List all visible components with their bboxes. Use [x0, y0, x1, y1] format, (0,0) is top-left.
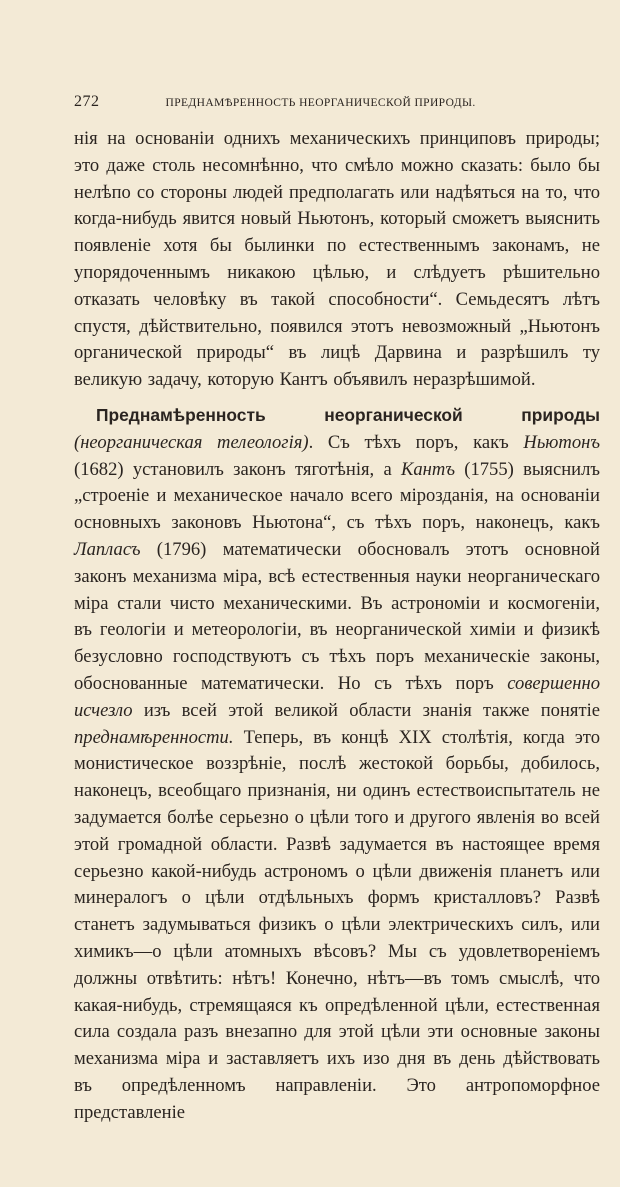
italic-term: преднамѣренности. [74, 726, 234, 748]
italic-name-kant: Кантъ [401, 458, 455, 480]
running-head [74, 93, 524, 113]
text-run: Теперь, въ концѣ XIX столѣтія, когда это монистическое воззрѣніе, послѣ жестокой борьбы, добилось, наконецъ, всеобщаго признанія, ни одинъ естествоиспытатель не задумается болѣе серьезно о цѣли того и другого явленія во всей этой громадной области. Развѣ задумается въ настоящее время серьезно какой-нибудь астрономъ о цѣли движенія планетъ или минералогъ о цѣли отдѣльныхъ формъ кристалловъ? Развѣ станетъ задумываться физикъ о цѣли электрическихъ силъ, или химикъ—о цѣли атомныхъ вѣсовъ? Мы съ удовлетвореніемъ должны отвѣтить: нѣтъ! Конечно, нѣтъ—въ томъ смыслѣ, что какая-нибудь, стремящаяся къ опредѣленной цѣли, естественная сила создала разъ внезапно для этой цѣли эти основные законы механизма міра и заставляетъ ихъ изо дня въ день дѣйствовать въ опредѣленномъ направленіи. Это антропоморфное представленіе [74, 726, 600, 1123]
text-run: (1796) математически обосновалъ этотъ основной законъ механизма міра, всѣ естественныя науки неорганическаго міра стали чисто механическими. Въ астрономіи и космогеніи, въ геологіи и метеорологіи, въ неорганической химіи и физикѣ безусловно господствуютъ съ тѣхъ поръ механическіе законы, обоснованные математически. Но съ тѣхъ поръ [74, 538, 600, 694]
page-number: 272 [74, 93, 100, 110]
section-paragraph [74, 402, 600, 1127]
italic-phrase: совершенно исчезло [74, 672, 600, 721]
text-run: изъ всей этой великой области знанія также понятіе [132, 699, 600, 721]
section-heading: Преднамѣренность неорганической природы [96, 405, 600, 425]
italic-term: (неорганическая телеологія) [74, 431, 309, 453]
text-run: (1755) выяснилъ „строеніе и механическое начало всего мірозданія, на основаніи основныхъ законовъ Ньютона“, съ тѣхъ поръ, наконецъ, какъ [74, 458, 601, 534]
running-title: ПРЕДНАМѢРЕННОСТЬ НЕОРГАНИЧЕСКОЙ ПРИРОДЫ. [165, 97, 476, 109]
paragraph-text: нія на основаніи однихъ механическихъ принциповъ природы; это даже столь несомнѣнно, что смѣло можно сказать: было бы нелѣпо со стороны людей предполагать или надѣяться на то, что когда-нибудь явится новый Ньютонъ, который сможетъ выяснить появленіе хотя бы былинки по естественнымъ законамъ, не упорядоченнымъ никакою цѣлью, и слѣдуетъ рѣшительно отказать человѣку въ такой способности“. Семьдесятъ лѣтъ спустя, дѣйствительно, появился этотъ невозможный „Ньютонъ органической природы“ въ лицѣ Дарвина и разрѣшилъ ту великую задачу, которую Кантъ объявилъ неразрѣшимой. [74, 128, 600, 391]
italic-name-newton: Ньютонъ [523, 431, 601, 453]
text-run: (1682) установилъ законъ тяготѣнія, а [74, 458, 402, 480]
paragraph-continued [74, 126, 600, 394]
italic-name-laplace: Лапласъ [74, 538, 141, 560]
text-run: . Съ тѣхъ поръ, какъ [308, 431, 524, 453]
